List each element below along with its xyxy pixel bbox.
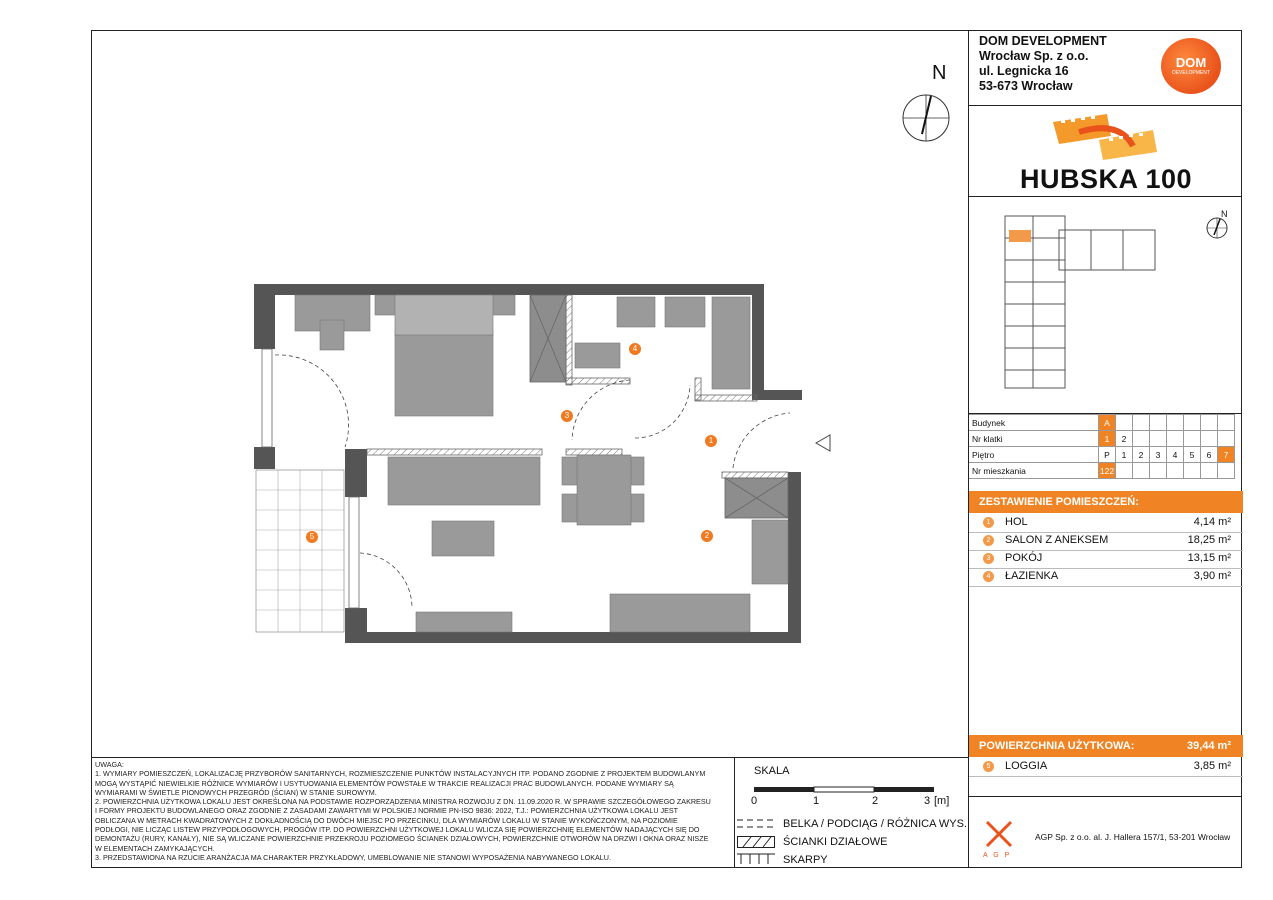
plan-mark-5: 5 — [306, 531, 318, 543]
floor-7: 7 — [1218, 447, 1235, 463]
hatched-wall-icon — [737, 836, 775, 848]
room-badge: 3 — [983, 553, 994, 564]
room-row — [969, 550, 1243, 569]
company-line-3: ul. Legnicka 16 — [979, 64, 1069, 78]
floor-plan — [240, 270, 840, 660]
divider — [969, 796, 1242, 797]
plan-mark-3: 3 — [561, 410, 573, 422]
note-line: PODŁOGI, NIE LICZĄC LISTEW PRZYPODŁOGOWYCH, PROGÓW ITP. DO POWIERZCHNI UŻYTKOWEJ LOKALU WLICZA SIĘ POWIERZCHNIĘ ELEMENTÓW NADAJĄCYCH SIĘ DO — [95, 825, 700, 835]
logo-text: DOM — [1175, 55, 1207, 70]
label-floor: Piętro — [969, 447, 1099, 463]
room-area: 3,85 m² — [1193, 760, 1231, 772]
room-row — [969, 568, 1243, 587]
room-name: SALON Z ANEKSEM — [1005, 534, 1109, 546]
notes-title: UWAGA: — [95, 760, 124, 769]
scale-tick-3: 3 — [924, 795, 931, 807]
row-building — [969, 415, 1235, 431]
agp-address: AGP Sp. z o.o. al. J. Hallera 157/1, 53-201 Wrocław — [1035, 832, 1231, 842]
label-apartment-number: Nr mieszkania — [969, 463, 1099, 479]
mini-north-arrow-icon — [1205, 216, 1229, 240]
info-sidebar — [968, 30, 1242, 868]
mini-compass-label: N — [1221, 209, 1228, 219]
floor-5: 5 — [1184, 447, 1201, 463]
loggia — [256, 470, 344, 632]
note-line: OBLICZANA W METRACH KWADRATOWYCH Z DOKŁADNOŚCIĄ DO DWÓCH MIEJSC PO PRZECINKU, DLA WYMIARÓW LOKALU W STANIE WYKOŃCZONYM, NA POZIOMIE — [95, 815, 678, 825]
plan-mark-1: 1 — [705, 435, 717, 447]
note-line: 2. POWIERZCHNIA UŻYTKOWA LOKALU JEST OKREŚLONA NA PODSTAWIE ROZPORZĄDZENIA MINISTRA ROZWOJU Z DN. 11.09.2020 R. W SPRAWIE SZCZEGÓŁOWEGO ZAKRESU — [95, 797, 711, 807]
room-badge: 2 — [983, 535, 994, 546]
room-name: POKÓJ — [1005, 552, 1043, 564]
divider — [969, 196, 1242, 197]
note-line: I FORMY PROJEKTU BUDOWLANEGO ORAZ ZGODNIE Z ZASADAMI ZAWARTYMI W POLSKIEJ NORMIE PN-ISO 9836: 2022, T.J.: POWIERZCHNIA UŻYTKOWA LOKALU JEST — [95, 806, 679, 816]
legend-partitions: ŚCIANKI DZIAŁOWE — [783, 836, 888, 848]
rooms-header-bar — [969, 491, 1243, 513]
building-key-plan — [999, 210, 1169, 390]
room-row — [969, 514, 1243, 533]
film-strip-logo-icon — [1049, 110, 1161, 160]
logo-subtext: DEVELOPMENT — [1172, 70, 1210, 76]
plan-mark-2: 2 — [701, 530, 713, 542]
windows — [262, 349, 359, 608]
row-floor — [969, 447, 1235, 463]
usable-area-value: 39,44 m² — [1186, 740, 1231, 752]
room-name: ŁAZIENKA — [1005, 570, 1059, 582]
label-staircase: Nr klatki — [969, 431, 1099, 447]
agp-logo-icon — [985, 820, 1013, 848]
room-badge: 4 — [983, 571, 994, 582]
scale-label: SKALA — [754, 765, 790, 777]
north-arrow-icon — [900, 92, 952, 144]
value-staircase-1: 1 — [1099, 431, 1116, 447]
floor-p: P — [1099, 447, 1116, 463]
scale-tick-0: 0 — [751, 795, 758, 807]
room-area: 18,25 m² — [1187, 534, 1231, 546]
company-line-4: 53-673 Wrocław — [979, 79, 1073, 93]
scale-unit: [m] — [934, 795, 950, 807]
company-name: DOM DEVELOPMENT — [979, 34, 1107, 48]
room-area: 4,14 m² — [1193, 516, 1231, 528]
note-line: DEMONTAŻU (RURY, KANAŁY), NIE SĄ WLICZANE POWIERZCHNIE PRZEKROJU POZIOMEGO ŚCIANEK DZIAŁOWYCH, POWIERZCHNIE OTWORÓW NA DRZWI I OKNA ORAZ NISZE — [95, 834, 709, 844]
note-line: 1. WYMIARY POMIESZCZEŃ, LOKALIZACJĘ PRZYBORÓW SANITARNYCH, ROZMIESZCZENIE PUNKTÓW INSTALACYJNYCH ITP. PODANO ZGODNIE Z PROJEKTEM BUDOWLANYM — [95, 769, 706, 779]
value-staircase-2: 2 — [1116, 431, 1133, 447]
apartment-properties — [969, 414, 1235, 479]
loggia-row — [969, 758, 1243, 777]
legend-beam: BELKA / PODCIĄG / RÓŻNICA WYS. — [783, 818, 967, 830]
row-staircase — [969, 431, 1235, 447]
note-line: WYMIARAMI W ŚWIETLE PIONOWYCH PRZEGRÓD (ŚCIAN) W STANIE SUROWYM. — [95, 787, 377, 797]
legend-divider — [91, 757, 968, 758]
label-building: Budynek — [969, 415, 1099, 431]
usable-area-bar — [969, 735, 1243, 757]
floor-1: 1 — [1116, 447, 1133, 463]
note-line: 3. PRZEDSTAWIONA NA RZUCIE ARANŻACJA MA CHARAKTER PRZYKŁADOWY, UMEBLOWANIE NIE STANOWI WYPOSAŻENIA NABYWANEGO LOKALU. — [95, 852, 611, 862]
rooms-header: ZESTAWIENIE POMIESZCZEŃ: — [979, 496, 1139, 508]
note-line: MOGĄ WYSTĄPIĆ NIEWIELKIE RÓŻNICE WYMIARÓW I USYTUOWANIA ELEMENTÓW POWSTAŁE W TRAKCIE REALIZACJI PRAC BUDOWLANYCH. PODANE WYMIARY SĄ — [95, 778, 674, 788]
legend-escarpments: SKARPY — [783, 854, 828, 866]
floor-4: 4 — [1167, 447, 1184, 463]
company-address — [979, 34, 1107, 94]
room-area: 13,15 m² — [1187, 552, 1231, 564]
room-badge: 1 — [983, 517, 994, 528]
room-name: HOL — [1005, 516, 1028, 528]
note-line: W ELEMENTACH ZAMYKAJĄCYCH. — [95, 843, 215, 853]
floor-6: 6 — [1201, 447, 1218, 463]
room-row — [969, 532, 1243, 551]
row-apartment-number — [969, 463, 1235, 479]
value-apartment-number: 122 — [1099, 463, 1116, 479]
scale-tick-1: 1 — [813, 795, 820, 807]
company-line-2: Wrocław Sp. z o.o. — [979, 49, 1089, 63]
compass-label: N — [932, 62, 947, 84]
divider — [969, 105, 1242, 106]
floor-2: 2 — [1133, 447, 1150, 463]
scale-bar — [754, 786, 938, 794]
floor-3: 3 — [1150, 447, 1167, 463]
escarpment-icon — [737, 853, 775, 865]
room-badge: 5 — [983, 761, 994, 772]
room-area: 3,90 m² — [1193, 570, 1231, 582]
project-title: HUBSKA 100 — [1019, 164, 1193, 194]
notes — [95, 760, 735, 862]
value-building: A — [1099, 415, 1116, 431]
plan-mark-4: 4 — [629, 343, 641, 355]
usable-area-label: POWIERZCHNIA UŻYTKOWA: — [979, 740, 1135, 752]
room-name: LOGGIA — [1005, 760, 1048, 772]
scale-tick-2: 2 — [872, 795, 879, 807]
dashed-line-icon — [737, 818, 775, 830]
agp-logo-text: A G P — [983, 852, 1012, 859]
